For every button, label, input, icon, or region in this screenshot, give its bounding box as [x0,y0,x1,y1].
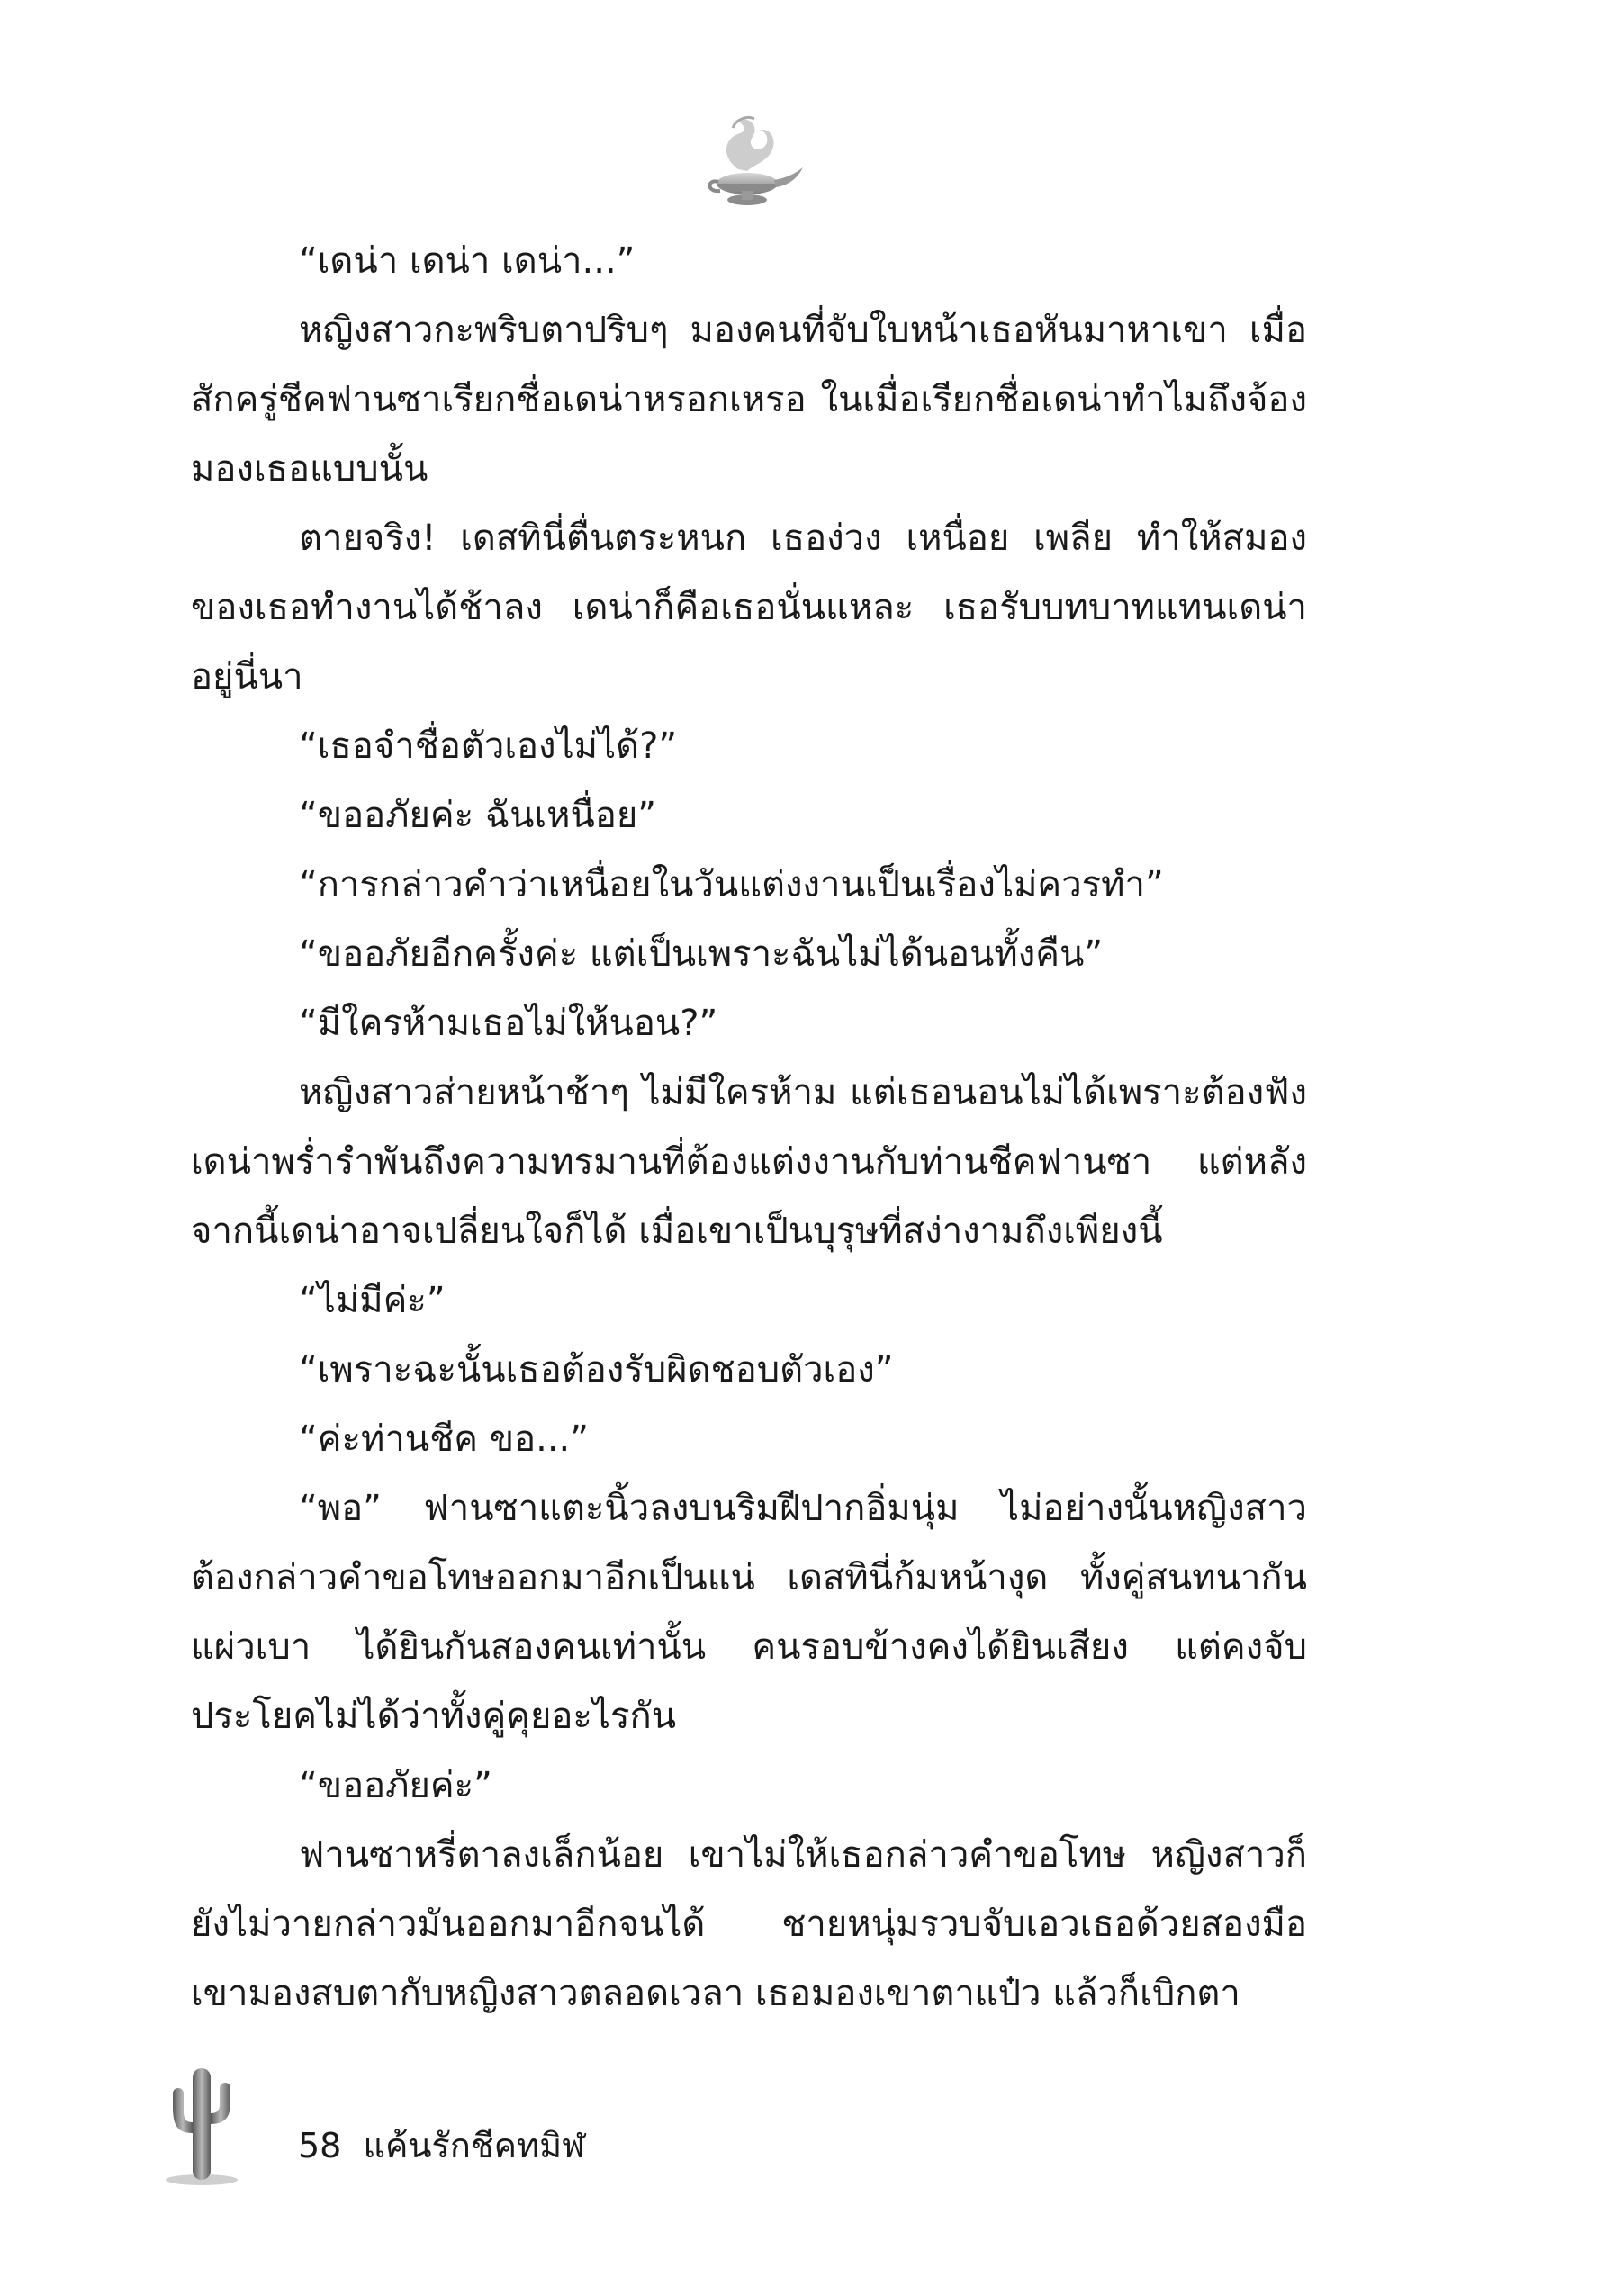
paragraph: “การกล่าวคำว่าเหนื่อยในวันแต่งงานเป็นเรื่องไม่ควรทำ” [299,864,1164,905]
cactus-icon [158,2061,248,2187]
paragraph: “พอ” ฟานซาแตะนิ้วลงบนริมฝีปากอิ่มนุ่ม ไม่อย่างนั้นหญิงสาวต้องกล่าวคำขอโทษออกมาอีกเป็นแน่ เดสทินี่ก้มหน้างุด ทั้งคู่สนทนากันแผ่วเบา ได้ยินกันสองคนเท่านั้น คนรอบข้างคงได้ยินเสียง แต่คงจับประโยคไม่ได้ว่าทั้งคู่คุยอะไรกัน [191,1488,1307,1737]
paragraph: “เธอจำชื่อตัวเองไม่ได้?” [299,725,678,767]
paragraph: “เพราะฉะนั้นเธอต้องรับผิดชอบตัวเอง” [299,1349,894,1391]
paragraph: “ขออภัยค่ะ ฉันเหนื่อย” [299,795,657,836]
paragraph: “เดน่า เดน่า เดน่า...” [299,240,636,282]
body-text [191,227,1307,2029]
book-title: แค้นรักชีคทมิฬ [363,2126,586,2165]
paragraph: ตายจริง! เดสทินี่ตื่นตระหนก เธอง่วง เหนื่อย เพลีย ทำให้สมองของเธอทำงานได้ช้าลง เดน่าก็คือเธอนั่นแหละ เธอรับบทบาทแทนเดน่าอยู่นี่นา [191,518,1307,698]
genie-lamp-icon [684,106,810,214]
page-number-line [298,2126,585,2165]
paragraph: “ไม่มีค่ะ” [299,1280,446,1321]
page-footer [158,2061,789,2187]
paragraph: หญิงสาวส่ายหน้าช้าๆ ไม่มีใครห้าม แต่เธอนอนไม่ได้เพราะต้องฟังเดน่าพร่ำรำพันถึงความทรมานที่ต้องแต่งงานกับท่านชีคฟานซา แต่หลังจากนี้เดน่าอาจเปลี่ยนใจก็ได้ เมื่อเขาเป็นบุรุษที่สง่างามถึงเพียงนี้ [191,1072,1307,1252]
paragraph: “ค่ะท่านชีค ขอ...” [299,1418,589,1460]
paragraph: “มีใครห้ามเธอไม่ให้นอน?” [299,1003,718,1044]
paragraph: หญิงสาวกะพริบตาปริบๆ มองคนที่จับใบหน้าเธอหันมาหาเขา เมื่อสักครู่ชีคฟานซาเรียกชื่อเดน่าหรอกเหรอ ในเมื่อเรียกชื่อเดน่าทำไมถึงจ้องมองเธอแบบนั้น [191,310,1307,490]
paragraph: “ขออภัยอีกครั้งค่ะ แต่เป็นเพราะฉันไม่ได้นอนทั้งคืน” [299,933,1104,975]
page-number: 58 [298,2126,342,2165]
paragraph: ฟานซาหรี่ตาลงเล็กน้อย เขาไม่ให้เธอกล่าวคำขอโทษ หญิงสาวก็ยังไม่วายกล่าวมันออกมาอีกจนได้ ชายหนุ่มรวบจับเอวเธอด้วยสองมือ เขามองสบตากับหญิงสาวตลอดเวลา เธอมองเขาตาแป๋ว แล้วก็เบิกตา [191,1834,1307,2014]
paragraph: “ขออภัยค่ะ” [299,1765,492,1806]
